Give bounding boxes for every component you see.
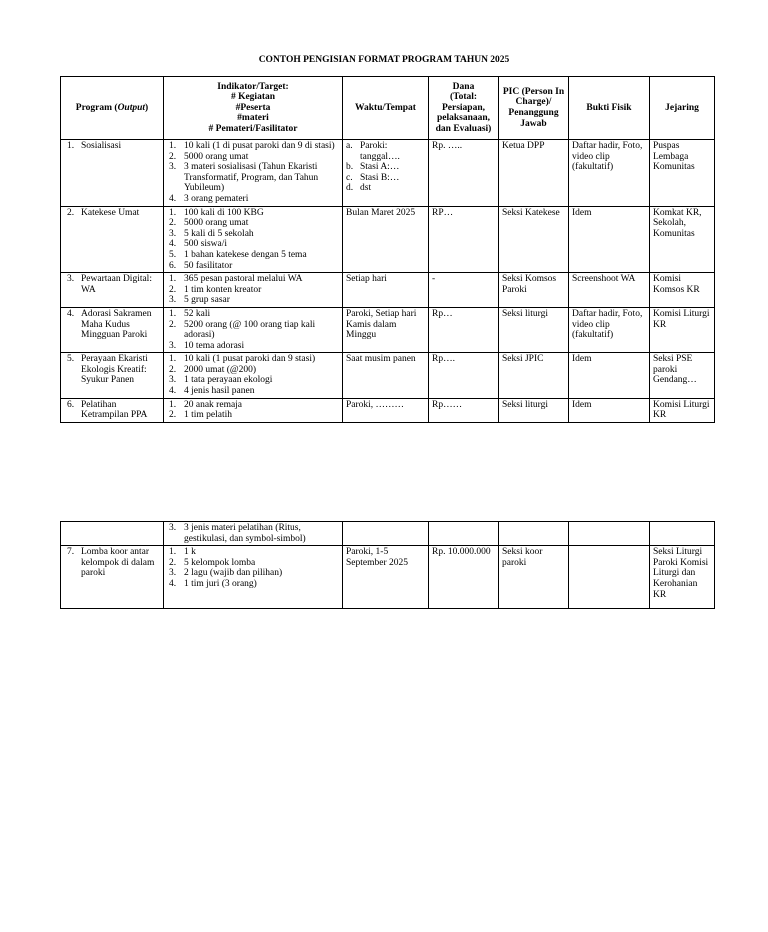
list-item: 3. 5 grup sasar (169, 295, 230, 306)
cell-jejaring: Komisi Liturgi KR (650, 307, 715, 352)
list-item: 1. 52 kali (169, 308, 211, 319)
cell-program: 1. Sosialisasi (61, 140, 164, 207)
cell-dana (429, 522, 499, 546)
cell-jejaring: Puspas Lembaga Komunitas (650, 140, 715, 207)
cell-waktu (343, 140, 429, 207)
list-item: 4. 500 siswa/i (169, 239, 228, 250)
list-item: 1. 1 k (169, 547, 196, 558)
table-row-5 (61, 353, 715, 398)
cell-indikator (164, 273, 343, 308)
cell-waktu: Bulan Maret 2025 (343, 206, 429, 273)
table-row-2 (61, 206, 715, 273)
list-item: 3. 5 kali di 5 sekolah (169, 228, 254, 239)
list-item: 4. 1 tim juri (3 orang) (169, 578, 257, 589)
list-item: 5. 1 bahan katekese dengan 5 tema (169, 249, 307, 260)
table-row-3 (61, 273, 715, 308)
list-item: 2. 2000 umat (@200) (169, 364, 257, 375)
table-row-continued (61, 522, 715, 546)
header-waktu: Waktu/Tempat (343, 77, 429, 140)
cell-indikator (164, 206, 343, 273)
cell-jejaring: Seksi Liturgi Paroki Komisi Liturgi dan Kerohanian KR (650, 546, 715, 609)
header-indikator: Indikator/Target: # Kegiatan #Peserta #materi # Pemateri/Fasilitator (164, 77, 343, 140)
table-row-6 (61, 398, 715, 422)
list-item: 4. 4 jenis hasil panen (169, 386, 255, 397)
cell-indikator (164, 140, 343, 207)
list-item: 1. 10 kali (1 pusat paroki dan 9 stasi) (169, 354, 316, 365)
list-item: 1. 10 kali (1 di pusat paroki dan 9 di stasi) (169, 141, 335, 151)
cell-bukti: Daftar hadir, Foto, video clip (fakultatif) (569, 140, 650, 207)
header-row (61, 77, 715, 140)
cell-bukti: Screenshoot WA (569, 273, 650, 308)
list-item: 4. 3 orang pemateri (169, 193, 249, 204)
cell-pic: Seksi liturgi (499, 398, 569, 422)
cell-dana: Rp…… (429, 398, 499, 422)
cell-bukti: Daftar hadir, Foto, video clip (fakultatif) (569, 307, 650, 352)
header-bukti: Bukti Fisik (569, 77, 650, 140)
cell-indikator (164, 522, 343, 546)
cell-dana: Rp…. (429, 353, 499, 398)
cell-pic: Seksi koor paroki (499, 546, 569, 609)
header-pic: PIC (Person In Charge)/ Penanggung Jawab (499, 77, 569, 140)
list-item: 2. 5 kelompok lomba (169, 557, 256, 568)
cell-pic: Ketua DPP (499, 140, 569, 207)
cell-pic: Seksi liturgi (499, 307, 569, 352)
cell-jejaring: Seksi PSE paroki Gendang… (650, 353, 715, 398)
table-row-4 (61, 307, 715, 352)
cell-bukti: Idem (569, 353, 650, 398)
list-item: 1. 100 kali di 100 KBG (169, 207, 264, 218)
cell-bukti (569, 546, 650, 609)
cell-indikator (164, 353, 343, 398)
cell-program: 5. Perayaan Ekaristi Ekologis Kreatif: Syukur Panen (61, 353, 164, 398)
cell-program: 2. Katekese Umat (61, 206, 164, 273)
list-item: 3. 3 jenis materi pelatihan (Ritus, gestikulasi, dan symbol-simbol) (169, 523, 306, 544)
cell-jejaring (650, 522, 715, 546)
list-item: 2. 1 tim pelatih (169, 410, 233, 421)
document-title: CONTOH PENGISIAN FORMAT PROGRAM TAHUN 2025 (258, 55, 510, 65)
cell-program: 3. Pewartaan Digital: WA (61, 273, 164, 308)
cell-jejaring: Komisi Liturgi KR (650, 398, 715, 422)
header-jejaring: Jejaring (650, 77, 715, 140)
header-program: Program (Output) (61, 77, 164, 140)
cell-program: 7. Lomba koor antar kelompok di dalam paroki (61, 546, 164, 609)
cell-bukti (569, 522, 650, 546)
cell-pic: Seksi JPIC (499, 353, 569, 398)
cell-bukti: Idem (569, 206, 650, 273)
list-item: d. dst (346, 183, 372, 194)
cell-dana: RP… (429, 206, 499, 273)
cell-waktu: Paroki, Setiap hari Kamis dalam Minggu (343, 307, 429, 352)
cell-dana: Rp… (429, 307, 499, 352)
cell-pic: Seksi Katekese (499, 206, 569, 273)
program-table (60, 76, 715, 423)
cell-waktu: Paroki, ……… (343, 398, 429, 422)
list-item: 2. 5200 orang (@ 100 orang tiap kali adorasi) (169, 319, 316, 341)
table-row-7 (61, 546, 715, 609)
list-item: 1. 20 anak remaja (169, 399, 243, 410)
cell-dana: - (429, 273, 499, 308)
cell-indikator (164, 546, 343, 609)
cell-pic: Seksi Komsos Paroki (499, 273, 569, 308)
cell-program: 6. Pelatihan Ketrampilan PPA (61, 398, 164, 422)
cell-dana: Rp. 10.000.000 (429, 546, 499, 609)
cell-waktu (343, 522, 429, 546)
list-item: c. Stasi B:… (346, 172, 400, 183)
list-item: 2. 1 tim konten kreator (169, 284, 262, 295)
cell-jejaring: Komkat KR, Sekolah, Komunitas (650, 206, 715, 273)
list-item: 2. 5000 orang umat (169, 151, 249, 162)
cell-program: 4. Adorasi Sakramen Maha Kudus Mingguan Paroki (61, 307, 164, 352)
list-item: 1. 365 pesan pastoral melalui WA (169, 274, 303, 285)
cell-indikator (164, 398, 343, 422)
list-item: a. Paroki: tanggal…. (346, 141, 400, 162)
cell-program (61, 522, 164, 546)
header-dana: Dana (Total: Persiapan, pelaksanaan, dan Evaluasi) (429, 77, 499, 140)
list-item: 2. 5000 orang umat (169, 218, 249, 229)
list-item: b. Stasi A:… (346, 162, 400, 173)
cell-waktu: Paroki, 1-5 September 2025 (343, 546, 429, 609)
table-row-1 (61, 140, 715, 207)
list-item: 3. 3 materi sosialisasi (Tahun Ekaristi Transformatif, Program, dan Tahun Yubileum) (169, 162, 319, 194)
cell-pic (499, 522, 569, 546)
list-item: 3. 2 lagu (wajib dan pilihan) (169, 568, 283, 579)
list-item: 6. 50 fasilitator (169, 260, 233, 271)
cell-dana: Rp. ….. (429, 140, 499, 207)
cell-indikator (164, 307, 343, 352)
program-table-continued (60, 521, 715, 609)
list-item: 3. 10 tema adorasi (169, 340, 245, 351)
list-item: 3. 1 tata perayaan ekologi (169, 375, 273, 386)
cell-waktu: Setiap hari (343, 273, 429, 308)
cell-bukti: Idem (569, 398, 650, 422)
cell-jejaring: Komisi Komsos KR (650, 273, 715, 308)
cell-waktu: Saat musim panen (343, 353, 429, 398)
